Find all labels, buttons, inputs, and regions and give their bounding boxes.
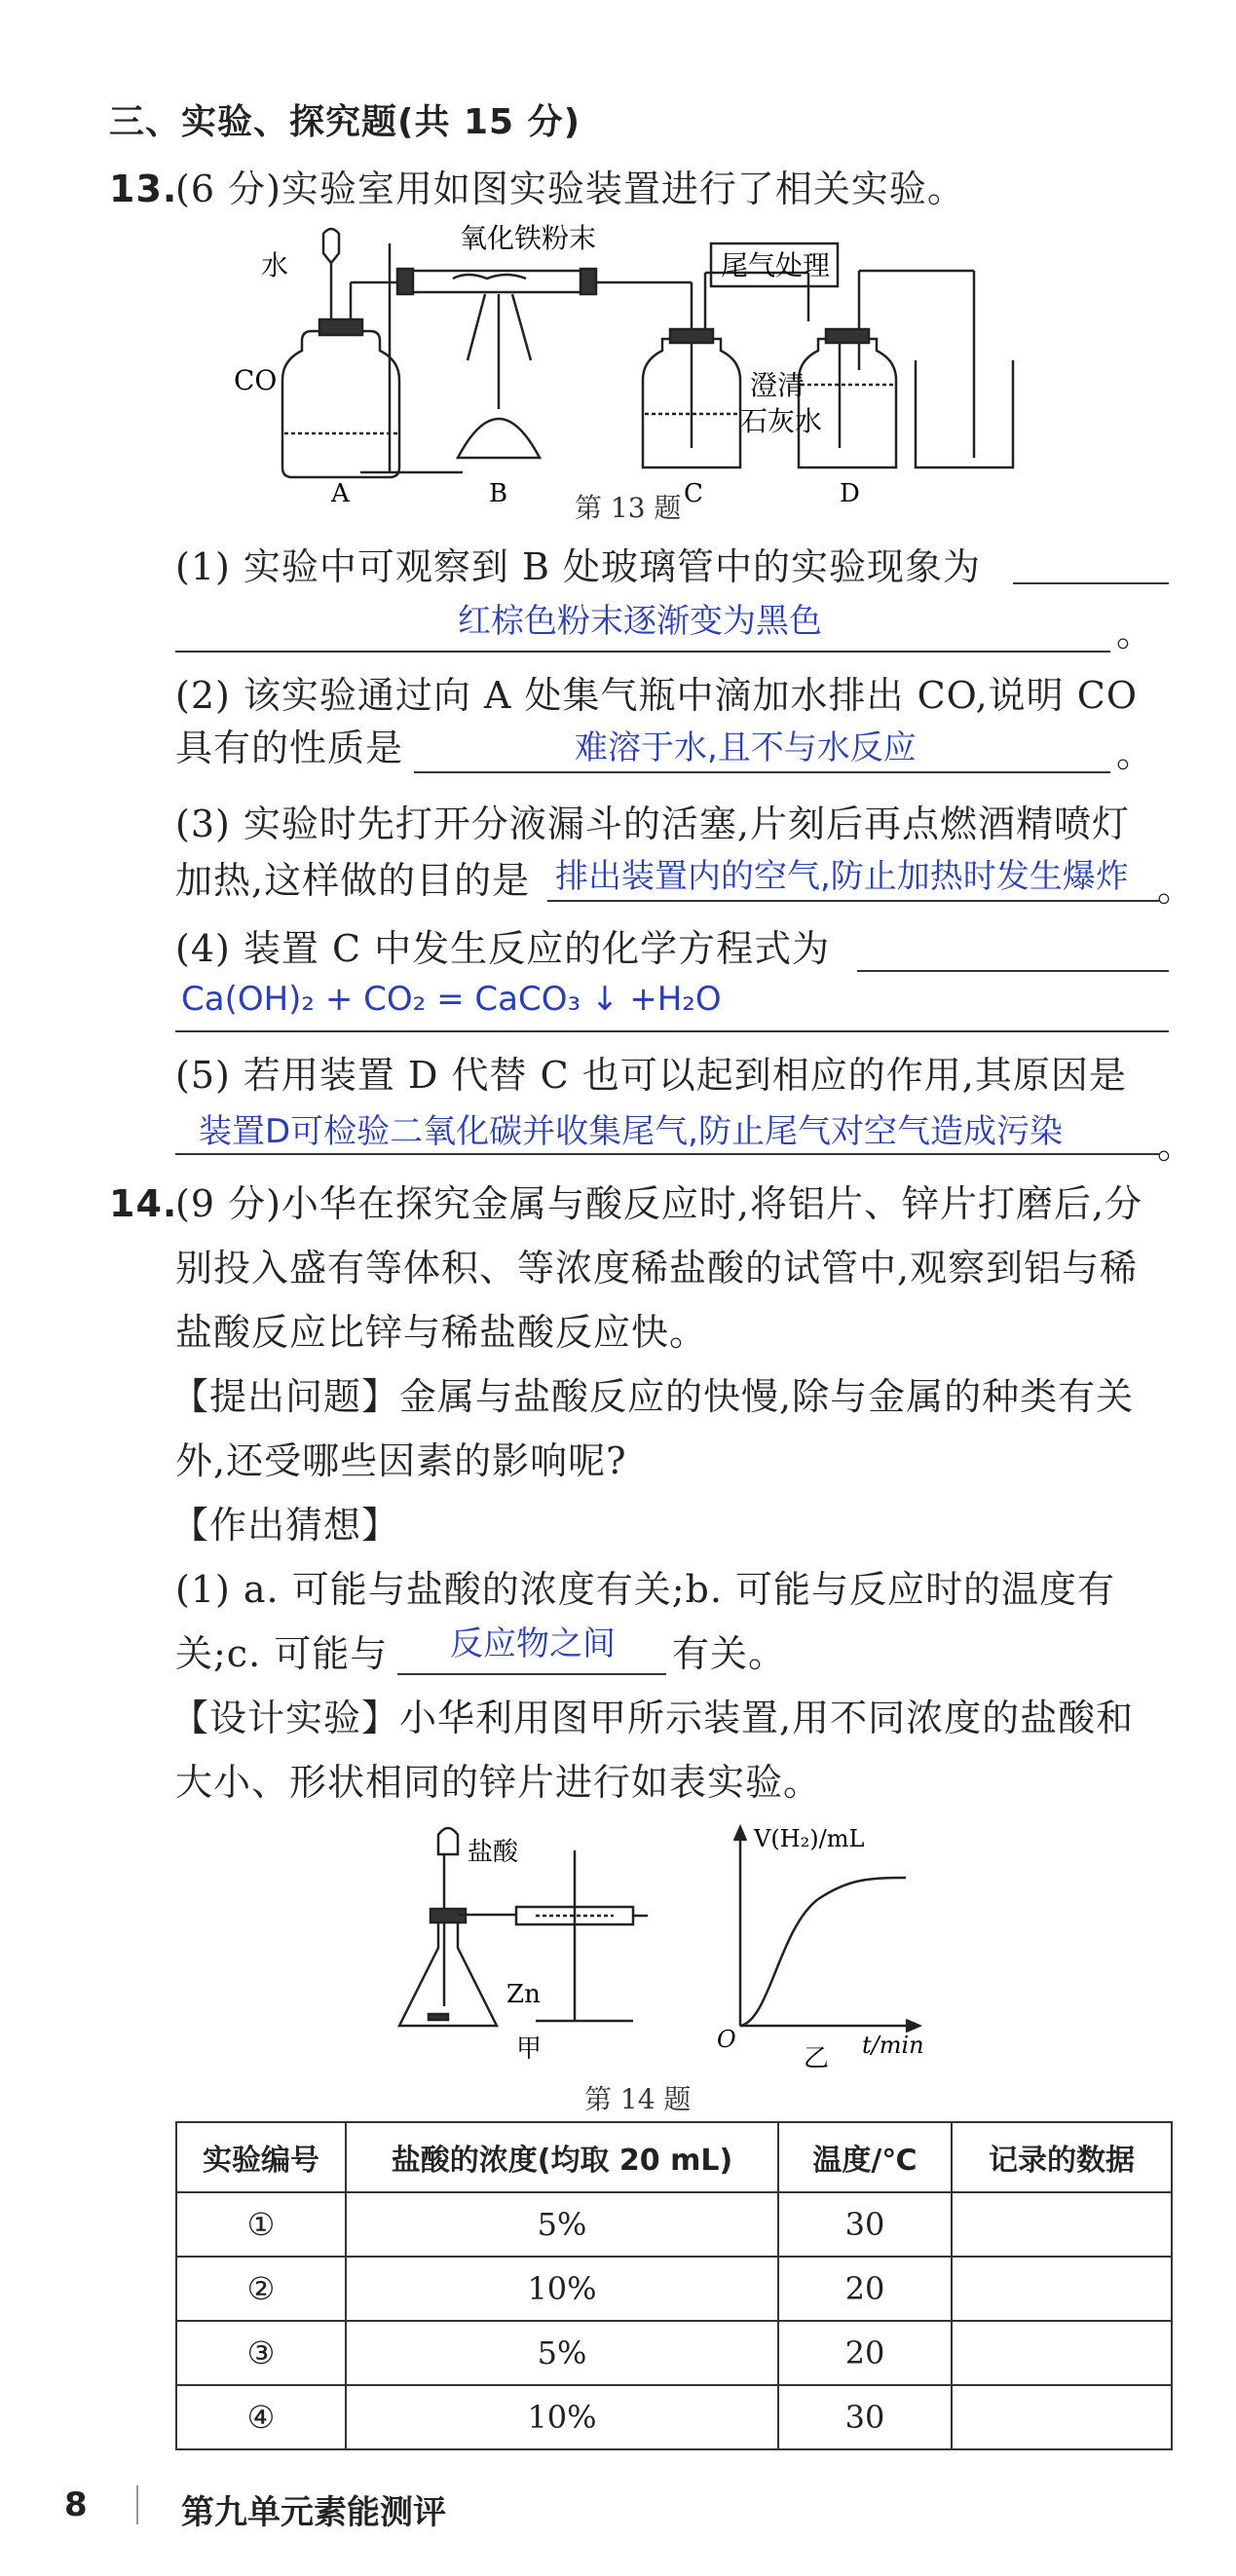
answer-blank: [857, 970, 1169, 972]
period: 。: [1157, 867, 1196, 910]
table-row: [176, 2321, 1172, 2385]
experiment-table: [175, 2121, 1173, 2450]
table-cell: [952, 2257, 1172, 2321]
table-cell: [952, 2192, 1172, 2257]
label-yi: 乙: [804, 2044, 830, 2073]
origin-label: O: [717, 2026, 736, 2053]
q13-p3-answer: 排出装置内的空气,防止加热时发生爆炸: [555, 857, 1129, 896]
guess-text-2b: 有关。: [672, 1632, 787, 1675]
answer-blank: [1013, 582, 1169, 584]
guess-text-1: (1) a. 可能与盐酸的浓度有关;b. 可能与反应时的温度有: [175, 1568, 1116, 1611]
page-number: 8: [64, 2485, 88, 2524]
design-text-1: 小华利用图甲所示装置,用不同浓度的盐酸和: [399, 1697, 1135, 1739]
table-header: 实验编号: [176, 2122, 346, 2192]
table-cell: ①: [176, 2192, 346, 2257]
table-cell: 5%: [346, 2192, 778, 2257]
answer-blank: [175, 1030, 1169, 1032]
q14-apparatus-figure: [390, 1811, 701, 2065]
q13-p1-answer: 红棕色粉末逐渐变为黑色: [458, 602, 822, 641]
label-tail-gas: 尾气处理: [721, 249, 831, 281]
q13-apparatus-figure: [234, 214, 1110, 506]
x-axis-label: t/min: [862, 2032, 924, 2059]
table-header: 记录的数据: [952, 2122, 1172, 2192]
q13-p4-answer: Ca(OH)₂ + CO₂ = CaCO₃ ↓ +H₂O: [181, 980, 722, 1019]
label-c: C: [684, 479, 703, 506]
q14-stem-2: 别投入盛有等体积、等浓度稀盐酸的试管中,观察到铝与稀: [175, 1247, 1139, 1289]
answer-blank: [175, 651, 1110, 653]
question-text-1: 金属与盐酸反应的快慢,除与金属的种类有关: [399, 1375, 1135, 1418]
table-cell: [952, 2321, 1172, 2385]
table-row: [176, 2385, 1172, 2449]
table-header-row: [176, 2122, 1172, 2192]
q14-caption: 第 14 题: [584, 2083, 692, 2115]
table-cell: 20: [778, 2321, 952, 2385]
period: 。: [1157, 1124, 1196, 1167]
guess-title: 【作出猜想】: [171, 1504, 400, 1547]
q13-p1-text: (1) 实验中可观察到 B 处玻璃管中的实验现象为: [175, 545, 981, 588]
q14-number: 14.: [109, 1182, 178, 1225]
q13-p3-text1: (3) 实验时先打开分液漏斗的活塞,片刻后再点燃酒精喷灯: [175, 803, 1130, 845]
section-title: 三、实验、探究题(共 15 分): [109, 102, 581, 142]
footer-divider: [136, 2485, 138, 2524]
answer-blank: [175, 1153, 1159, 1155]
answer-blank: [397, 1673, 666, 1675]
question-text-2: 外,还受哪些因素的影响呢?: [175, 1439, 627, 1482]
label-d: D: [840, 479, 860, 506]
q13-p2-answer: 难溶于水,且不与水反应: [575, 728, 917, 767]
table-row: [176, 2257, 1172, 2321]
table-cell: 20: [778, 2257, 952, 2321]
table-cell: 30: [778, 2192, 952, 2257]
q13-p3-text2: 加热,这样做的目的是: [175, 859, 531, 902]
label-co: CO: [234, 364, 278, 396]
q13-p5-text: (5) 若用装置 D 代替 C 也可以起到相应的作用,其原因是: [175, 1054, 1127, 1097]
q14-graph-figure: [701, 1811, 955, 2074]
q13-stem: (6 分)实验室用如图实验装置进行了相关实验。: [175, 168, 965, 210]
q14-question: [171, 1371, 1134, 1422]
table-cell: 10%: [346, 2257, 778, 2321]
label-zn: Zn: [506, 1980, 541, 2009]
q13-number: 13.: [109, 168, 178, 210]
question-title: 【提出问题】: [171, 1375, 400, 1418]
q14-stem-3: 盐酸反应比锌与稀盐酸反应快。: [175, 1311, 708, 1354]
table-cell: ②: [176, 2257, 346, 2321]
table-cell: 5%: [346, 2321, 778, 2385]
q14-stem-1: (9 分)小华在探究金属与酸反应时,将铝片、锌片打磨后,分: [175, 1182, 1143, 1225]
hydrogen-volume-curve: [740, 1878, 906, 2026]
table-header: 温度/℃: [778, 2122, 952, 2192]
label-iron-oxide: 氧化铁粉末: [460, 222, 597, 254]
label-limewater-1: 澄清: [750, 369, 805, 401]
period: 。: [1116, 732, 1155, 775]
label-acid: 盐酸: [468, 1838, 519, 1867]
footer-title: 第九单元素能测评: [181, 2493, 446, 2532]
design-title: 【设计实验】: [171, 1697, 400, 1739]
guess-answer: 反应物之间: [450, 1624, 616, 1663]
table-row: [176, 2192, 1172, 2257]
q13-p5-answer: 装置D可检验二氧化碳并收集尾气,防止尾气对空气造成污染: [199, 1112, 1063, 1151]
table-cell: ④: [176, 2385, 346, 2449]
table-cell: 10%: [346, 2385, 778, 2449]
y-axis-label: V(H₂)/mL: [754, 1825, 865, 1852]
label-b: B: [489, 479, 508, 506]
table-cell: [952, 2385, 1172, 2449]
label-limewater-2: 石灰水: [740, 405, 823, 437]
label-water: 水: [261, 249, 289, 281]
period: 。: [1116, 612, 1155, 654]
q13-p4-text: (4) 装置 C 中发生反应的化学方程式为: [175, 927, 831, 970]
design-text-2: 大小、形状相同的锌片进行如表实验。: [175, 1761, 822, 1804]
table-header: 盐酸的浓度(均取 20 mL): [346, 2122, 778, 2192]
label-a: A: [331, 479, 350, 506]
answer-blank: [547, 900, 1159, 902]
guess-text-2a: 关;c. 可能与: [175, 1632, 389, 1675]
q13-caption: 第 13 题: [575, 492, 682, 524]
q13-p2-text2: 具有的性质是: [175, 727, 404, 769]
design-line-1: [171, 1693, 1134, 1743]
label-jia: 甲: [516, 2035, 543, 2064]
table-cell: ③: [176, 2321, 346, 2385]
answer-blank: [414, 771, 1110, 773]
q13-p2-text1: (2) 该实验通过向 A 处集气瓶中滴加水排出 CO,说明 CO: [175, 674, 1138, 717]
table-cell: 30: [778, 2385, 952, 2449]
